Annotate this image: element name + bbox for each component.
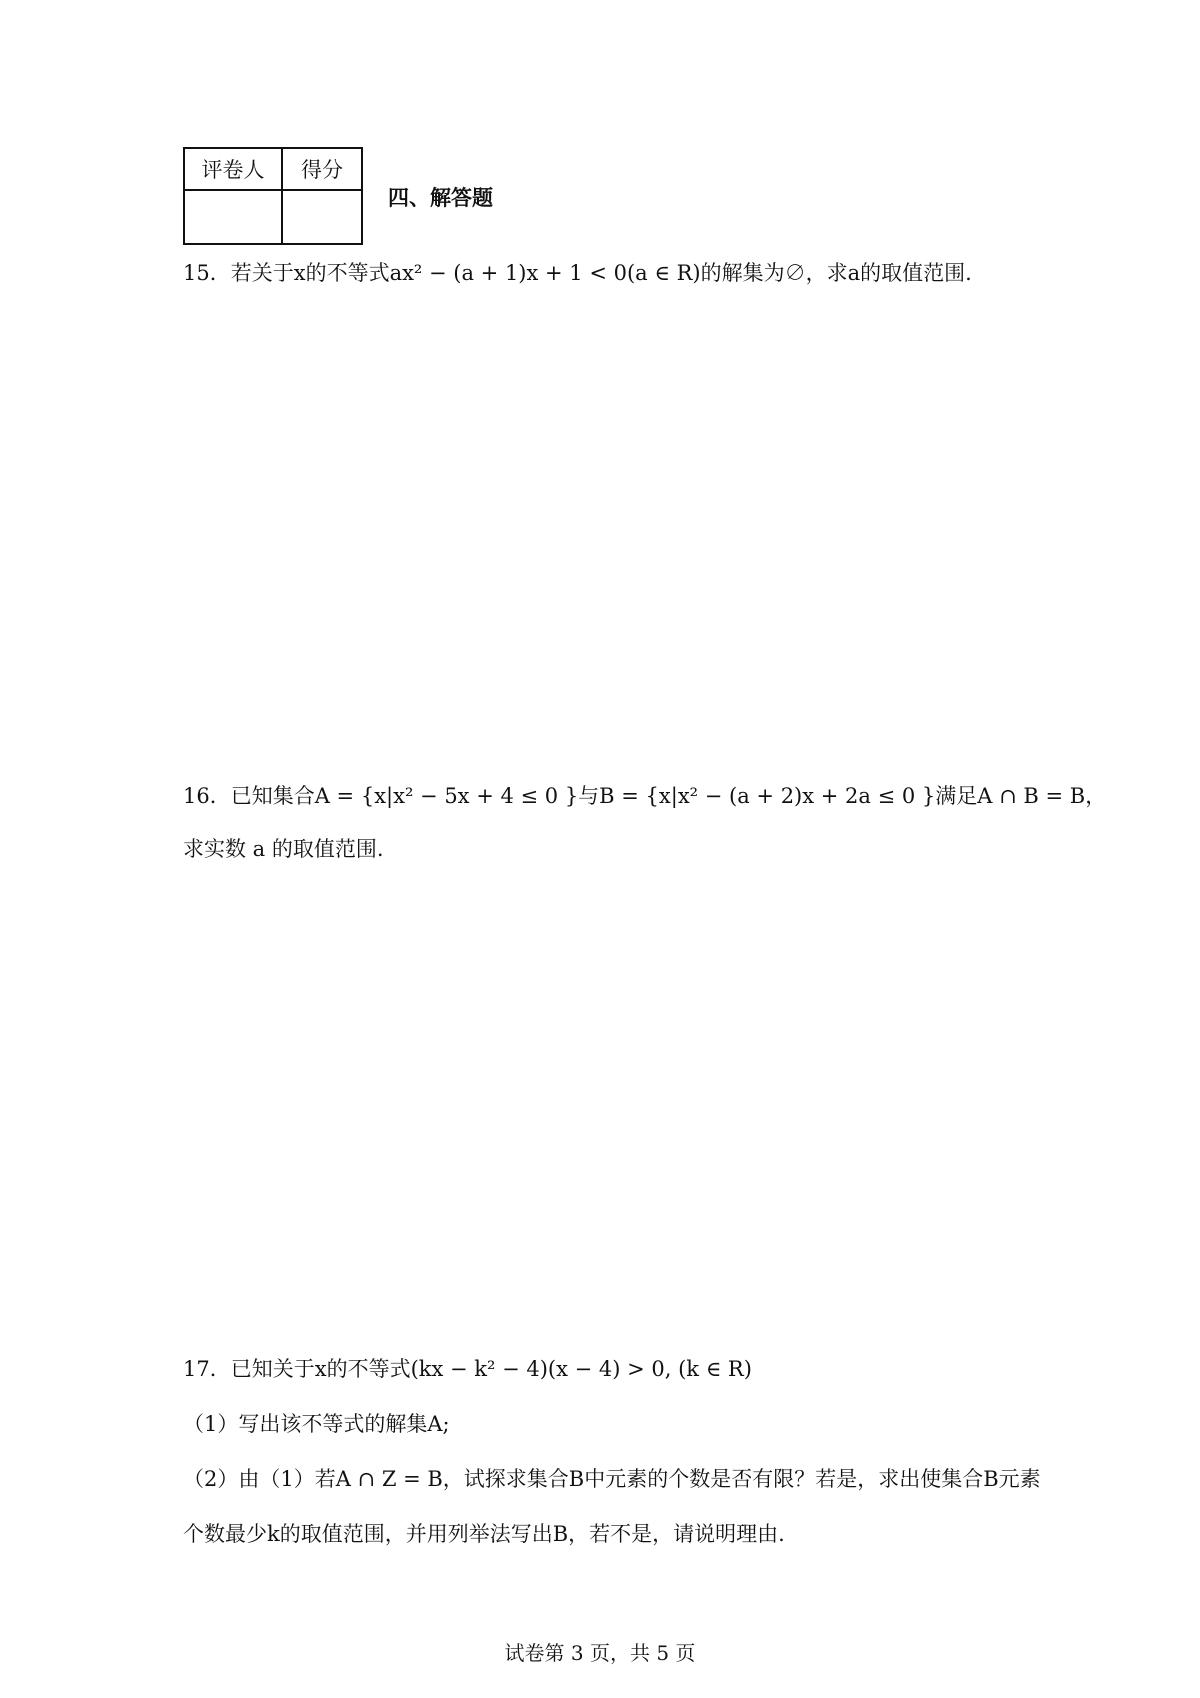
- score-entry-cell[interactable]: [282, 190, 362, 244]
- score-table: [183, 147, 363, 245]
- reviewer-label: 评卷人: [184, 148, 282, 190]
- score-table-entry-row: [184, 190, 362, 244]
- score-table-header-row: [184, 148, 362, 190]
- question-17-line-4: 个数最少k的取值范围，并用列举法写出B，若不是，请说明理由.: [183, 1522, 785, 1546]
- question-16-line-2: 求实数 a 的取值范围.: [183, 837, 384, 861]
- question-15-line-1: 15．若关于x的不等式ax² − (a + 1)x + 1 < 0(a ∈ R)的解集为∅，求a的取值范围.: [183, 261, 972, 285]
- question-17-line-3: （2）由（1）若A ∩ Z = B，试探求集合B中元素的个数是否有限？若是，求出使集合B元素: [183, 1467, 1041, 1491]
- score-label: 得分: [282, 148, 362, 190]
- reviewer-entry-cell[interactable]: [184, 190, 282, 244]
- question-17-line-1: 17．已知关于x的不等式(kx − k² − 4)(x − 4) > 0, (k ∈ R): [183, 1357, 752, 1381]
- question-16-line-1: 16．已知集合A = {x|x² − 5x + 4 ≤ 0 }与B = {x|x² − (a + 2)x + 2a ≤ 0 }满足A ∩ B = B，: [183, 784, 1107, 808]
- page-footer: 试卷第 3 页，共 5 页: [504, 1641, 696, 1665]
- section-title: 四、解答题: [388, 186, 493, 210]
- question-17-line-2: （1）写出该不等式的解集A;: [183, 1412, 450, 1436]
